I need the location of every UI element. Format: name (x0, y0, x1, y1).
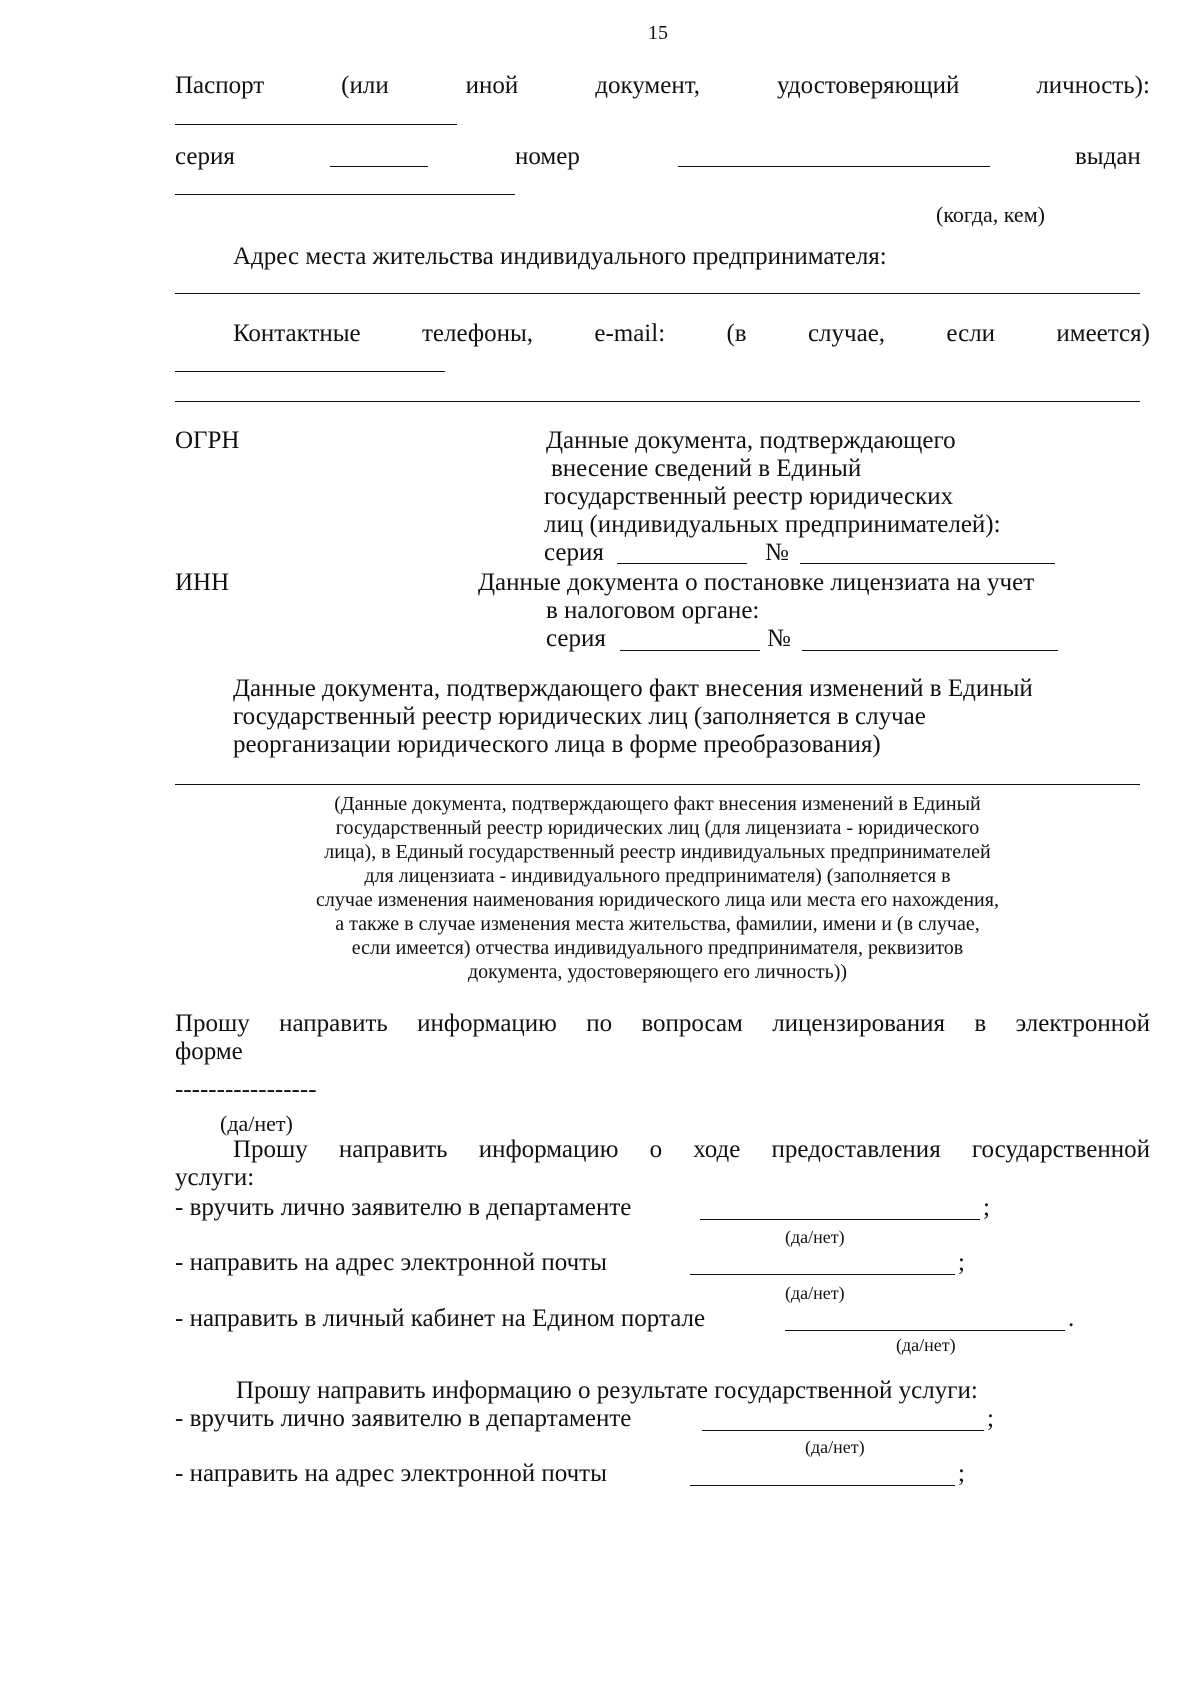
contacts-blank[interactable] (175, 371, 445, 372)
electronic-request-text: Прошу направить информацию по вопросам лицензирования в электронной (175, 1010, 1150, 1037)
contacts-word: (в (726, 320, 747, 347)
changes-text-line: государственный реестр юридических лиц (заполняется в случае (233, 703, 926, 730)
ogrn-text-line: внесение сведений в Единый (551, 455, 862, 482)
result-option-email-end: ; (958, 1460, 965, 1487)
address-blank[interactable] (175, 293, 1140, 294)
contacts-word: телефоны, (421, 320, 534, 347)
passport-series-label: серия (175, 143, 235, 170)
changes-note-line: а также в случае изменения места жительства, фамилии, имени и (в случае, (335, 913, 980, 935)
contacts-word: e-mail: (594, 320, 666, 347)
contacts-word: если (946, 320, 996, 347)
passport-word: Паспорт (175, 72, 265, 99)
result-option-personal-blank[interactable] (702, 1430, 984, 1431)
contacts-word: Контактные (233, 320, 361, 347)
changes-note-line: документа, удостоверяющего его личность)) (467, 961, 848, 983)
inn-text-line: Данные документа о постановке лицензиата на учет (478, 569, 1035, 596)
ogrn-num-sign: № (765, 539, 789, 566)
passport-issued-label: выдан (1075, 143, 1141, 170)
progress-option-personal-end: ; (983, 1194, 990, 1221)
ogrn-text-line: Данные документа, подтверждающего (546, 427, 956, 454)
progress-option-personal-blank[interactable] (700, 1219, 980, 1220)
progress-request-line2: услуги: (175, 1164, 255, 1191)
progress-option-email: - направить на адрес электронной почты (175, 1249, 607, 1276)
changes-note-line: случае изменения наименования юридического лица или места его нахождения, (316, 889, 999, 911)
progress-option-personal: - вручить лично заявителю в департаменте (175, 1194, 632, 1221)
passport-heading (175, 72, 1150, 100)
progress-option-email-end: ; (958, 1249, 965, 1276)
inn-label: ИНН (175, 569, 230, 596)
electronic-answer-blank[interactable]: ----------------- (175, 1076, 317, 1103)
passport-word: (или (341, 72, 389, 99)
inn-number-blank[interactable] (802, 650, 1058, 651)
passport-word: иной (465, 72, 519, 99)
result-option-personal-hint: (да/нет) (805, 1437, 865, 1457)
inn-text-line: в налоговом органе: (546, 597, 760, 624)
changes-note-line: государственный реестр юридических лиц (для лицензиата - юридического (335, 817, 980, 839)
result-option-email: - направить на адрес электронной почты (175, 1460, 607, 1487)
page-number: 15 (648, 22, 668, 44)
contacts-word: имеется) (1056, 320, 1150, 347)
passport-issued-hint: (когда, кем) (936, 202, 1045, 227)
changes-text-line: реорганизации юридического лица в форме преобразования) (233, 731, 881, 758)
electronic-request-line2: форме (175, 1038, 243, 1065)
ogrn-series-label: серия (544, 539, 604, 566)
contacts-word: случае, (807, 320, 886, 347)
progress-option-email-hint: (да/нет) (785, 1283, 845, 1303)
progress-option-portal-end: . (1068, 1305, 1075, 1332)
progress-option-portal-blank[interactable] (785, 1330, 1065, 1331)
passport-word: личность): (1036, 72, 1150, 99)
changes-note-line: лица), в Единый государственный реестр индивидуальных предпринимателей (324, 841, 991, 863)
inn-num-sign: № (767, 625, 791, 652)
ogrn-series-blank[interactable] (617, 563, 747, 564)
passport-series-blank[interactable] (330, 166, 428, 167)
changes-blank[interactable] (175, 784, 1140, 785)
passport-number-label: номер (515, 143, 580, 170)
electronic-answer-hint: (да/нет) (220, 1111, 293, 1136)
passport-issued-blank[interactable] (175, 194, 515, 195)
ogrn-number-blank[interactable] (800, 563, 1055, 564)
changes-note-line: если имеется) отчества индивидуального предпринимателя, реквизитов (351, 937, 964, 959)
electronic-request-line (175, 1010, 1150, 1038)
passport-blank[interactable] (175, 124, 457, 125)
passport-word: документ, (595, 72, 701, 99)
ogrn-label: ОГРН (175, 427, 240, 454)
progress-request-line (233, 1136, 1150, 1164)
address-label: Адрес места жительства индивидуального предпринимателя: (233, 243, 887, 270)
changes-text-line: Данные документа, подтверждающего факт внесения изменений в Единый (233, 675, 1033, 702)
changes-note-line: (Данные документа, подтверждающего факт внесения изменений в Единый (334, 793, 981, 815)
progress-request-text: Прошу направить информацию о ходе предоставления государственной (233, 1136, 1150, 1163)
progress-option-portal-hint: (да/нет) (896, 1335, 956, 1355)
passport-number-blank[interactable] (678, 166, 990, 167)
result-option-personal-end: ; (987, 1405, 994, 1432)
result-option-personal: - вручить лично заявителю в департаменте (175, 1405, 632, 1432)
ogrn-text-line: государственный реестр юридических (544, 483, 954, 510)
inn-series-label: серия (546, 625, 606, 652)
progress-option-personal-hint: (да/нет) (785, 1227, 845, 1247)
ogrn-text-line: лиц (индивидуальных предпринимателей): (544, 511, 1001, 538)
contacts-heading (233, 320, 1150, 348)
progress-option-portal: - направить в личный кабинет на Едином портале (175, 1305, 706, 1332)
result-request-line: Прошу направить информацию о результате государственной услуги: (236, 1377, 978, 1404)
progress-option-email-blank[interactable] (690, 1274, 955, 1275)
passport-word: удостоверяющий (776, 72, 960, 99)
inn-series-blank[interactable] (620, 650, 760, 651)
changes-note-line: для лицензиата - индивидуального предпринимателя) (заполняется в (364, 865, 951, 887)
contacts-blank-2[interactable] (175, 401, 1140, 402)
result-option-email-blank[interactable] (690, 1485, 955, 1486)
